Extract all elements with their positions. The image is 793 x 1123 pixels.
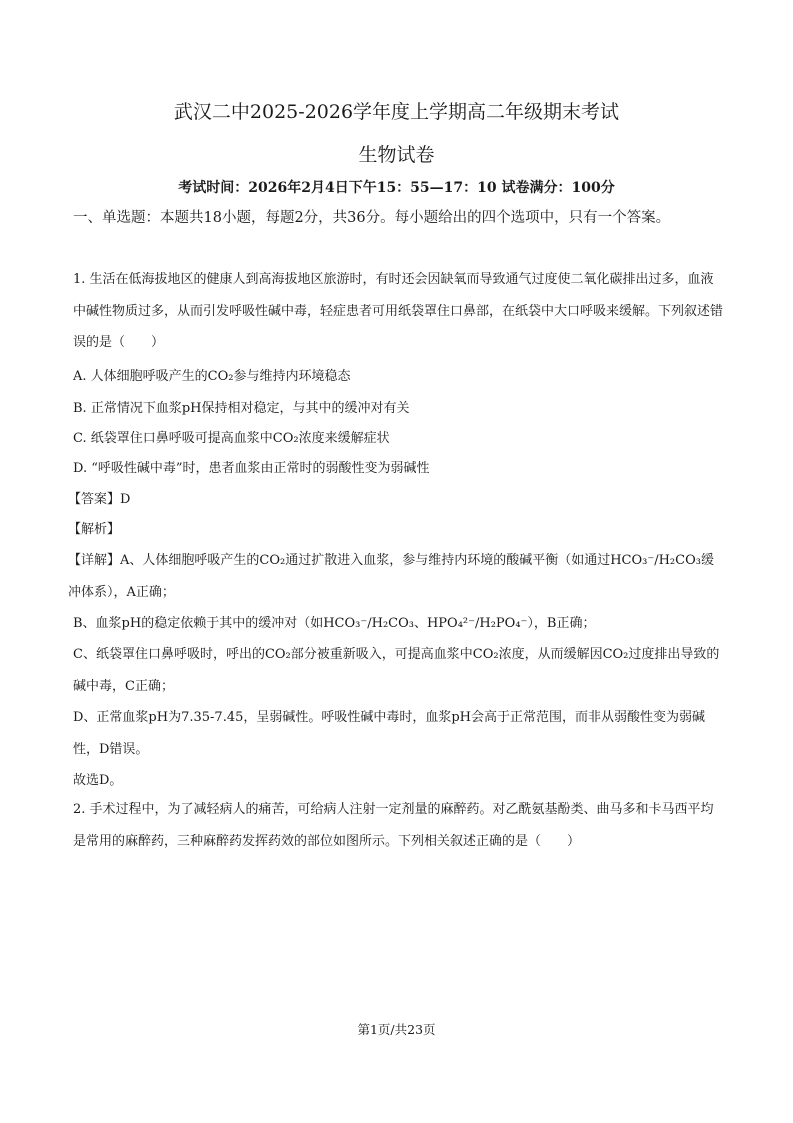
detail-d: D、正常血浆pH为7.35-7.45，呈弱碱性。呼吸性碱中毒时，血浆pH会高于正常范围，而非从弱酸性变为弱碱性，D错误。 bbox=[73, 710, 706, 757]
question-2-stem: 2. 手术过程中，为了减轻病人的痛苦，可给病人注射一定剂量的麻醉药。对乙酰氨基酚类、曲马多和卡马西平均是常用的麻醉药，三种麻醉药发挥药效的部位如图所示。下列相关叙述正确的是（ ） bbox=[73, 802, 714, 849]
question-1-option-d: D. “呼吸性碱中毒”时，患者血浆由正常时的弱酸性变为弱碱性 bbox=[73, 461, 430, 476]
section-heading: 一、单选题：本题共18小题，每题2分，共36分。每小题给出的四个选项中，只有一个答案。 bbox=[73, 210, 671, 226]
detail-a: 【详解】A、人体细胞呼吸产生的CO₂通过扩散进入血浆，参与维持内环境的酸碱平衡（如通过HCO₃⁻/H₂CO₃缓冲体系），A正确； bbox=[68, 553, 714, 600]
question-1-stem: 1. 生活在低海拔地区的健康人到高海拔地区旅游时，有时还会因缺氧而导致通气过度使二氧化碳排出过多，血液中碱性物质过多，从而引发呼吸性碱中毒，轻症患者可用纸袋罩住口鼻部，在纸袋中大口呼吸来缓解。下列叙述错误的是（ ） bbox=[73, 272, 724, 350]
detail-c: C、纸袋罩住口鼻呼吸时，呼出的CO₂部分被重新吸入，可提高血浆中CO₂浓度，从而缓解因CO₂过度排出导致的碱中毒，C正确； bbox=[73, 647, 720, 694]
question-1-option-b: B. 正常情况下血浆pH保持相对稳定，与其中的缓冲对有关 bbox=[73, 401, 410, 416]
question-1-option-c: C. 纸袋罩住口鼻呼吸可提高血浆中CO₂浓度来缓解症状 bbox=[73, 431, 390, 446]
detail-b: B、血浆pH的稳定依赖于其中的缓冲对（如HCO₃⁻/H₂CO₃、HPO₄²⁻/H₂PO₄⁻），B正确； bbox=[73, 616, 596, 631]
analysis-label: 【解析】 bbox=[68, 522, 121, 537]
exam-title: 武汉二中2025-2026学年度上学期高二年级期末考试 bbox=[173, 101, 620, 123]
conclusion: 故选D。 bbox=[73, 773, 123, 788]
answer-label: 【答案】D bbox=[68, 492, 131, 507]
page-number: 第1页/共23页 bbox=[357, 1022, 436, 1037]
exam-info: 考试时间：2026年2月4日下午15：55—17：10 试卷满分：100分 bbox=[178, 180, 615, 196]
subject-title: 生物试卷 bbox=[358, 144, 435, 166]
question-1-option-a: A. 人体细胞呼吸产生的CO₂参与维持内环境稳态 bbox=[73, 369, 351, 384]
